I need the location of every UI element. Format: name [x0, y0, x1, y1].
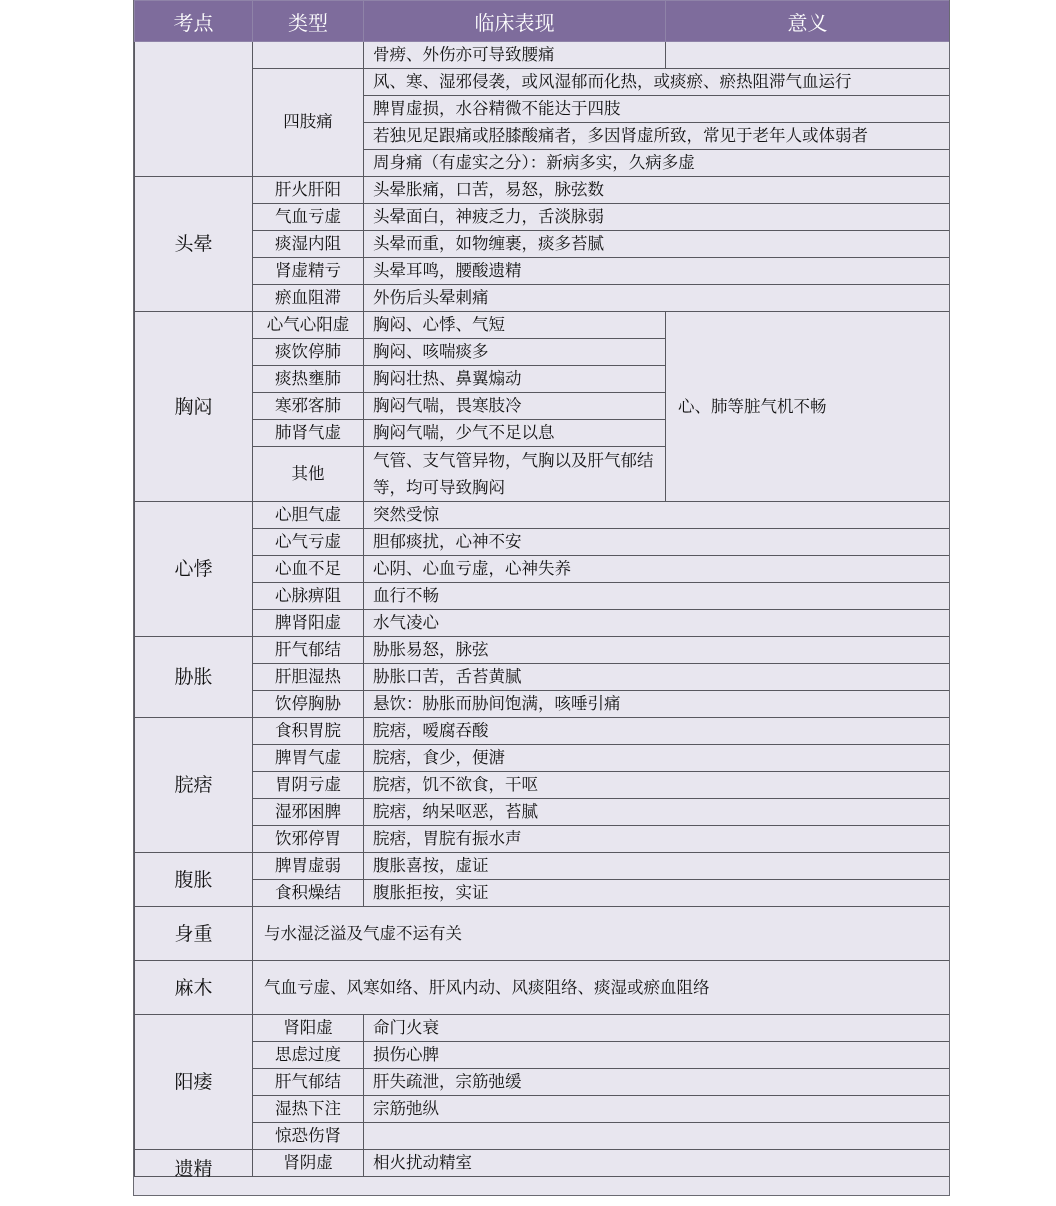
type-cell: 心气亏虚 [253, 529, 364, 556]
desc-cell: 头晕面白，神疲乏力，舌淡脉弱 [364, 204, 950, 231]
table-row [135, 258, 950, 285]
meaning-cell-empty [666, 42, 950, 69]
table-row [135, 853, 950, 880]
table-row [135, 718, 950, 745]
desc-cell: 周身痛（有虚实之分）：新病多实，久病多虚 [364, 150, 950, 177]
type-cell: 食积胃脘 [253, 718, 364, 745]
table-row [135, 312, 950, 339]
desc-cell: 胸闷气喘，畏寒肢冷 [364, 393, 666, 420]
type-cell: 痰饮停肺 [253, 339, 364, 366]
desc-cell: 胸闷气喘，少气不足以息 [364, 420, 666, 447]
category-cell: 胸闷 [135, 312, 253, 502]
desc-cell: 气管、支气管异物，气胸以及肝气郁结等，均可导致胸闷 [364, 447, 666, 502]
desc-cell: 胸闷、咳喘痰多 [364, 339, 666, 366]
type-cell: 心胆气虚 [253, 502, 364, 529]
desc-cell: 腹胀拒按，实证 [364, 880, 950, 907]
category-cell: 头晕 [135, 177, 253, 312]
category-cell: 遗精 [135, 1150, 253, 1177]
type-cell: 肾阳虚 [253, 1015, 364, 1042]
type-cell: 脾胃虚弱 [253, 853, 364, 880]
desc-cell: 命门火衰 [364, 1015, 950, 1042]
desc-cell: 相火扰动精室 [364, 1150, 950, 1177]
desc-cell: 腹胀喜按，虚证 [364, 853, 950, 880]
type-cell: 心脉痹阻 [253, 583, 364, 610]
desc-cell: 脘痞，食少，便溏 [364, 745, 950, 772]
category-cell: 脘痞 [135, 718, 253, 853]
type-cell: 心气心阳虚 [253, 312, 364, 339]
category-cell: 腹胀 [135, 853, 253, 907]
type-cell: 痰热壅肺 [253, 366, 364, 393]
table-row [135, 664, 950, 691]
desc-cell: 外伤后头晕刺痛 [364, 285, 950, 312]
table-row [135, 177, 950, 204]
type-cell: 寒邪客肺 [253, 393, 364, 420]
header-leixing: 类型 [253, 1, 364, 42]
desc-cell: 悬饮：胁胀而胁间饱满，咳唾引痛 [364, 691, 950, 718]
type-cell: 脾肾阳虚 [253, 610, 364, 637]
table-row [135, 772, 950, 799]
desc-cell [364, 1123, 950, 1150]
desc-cell: 水气凌心 [364, 610, 950, 637]
type-cell: 脾胃气虚 [253, 745, 364, 772]
desc-cell: 风、寒、湿邪侵袭，或风湿郁而化热，或痰瘀、瘀热阻滞气血运行 [364, 69, 950, 96]
table-row [135, 799, 950, 826]
desc-cell: 心阴、心血亏虚，心神失养 [364, 556, 950, 583]
header-biaoxian: 临床表现 [364, 1, 666, 42]
table-row [135, 529, 950, 556]
desc-cell: 骨痨、外伤亦可导致腰痛 [364, 42, 666, 69]
desc-cell: 胸闷、心悸、气短 [364, 312, 666, 339]
table-row [135, 1123, 950, 1150]
desc-cell: 胁胀易怒，脉弦 [364, 637, 950, 664]
type-cell: 瘀血阻滞 [253, 285, 364, 312]
table-row [135, 880, 950, 907]
table-row [135, 610, 950, 637]
meaning-cell: 心、肺等脏气机不畅 [666, 312, 950, 502]
table-row [135, 745, 950, 772]
table-row [135, 1042, 950, 1069]
table-row [135, 502, 950, 529]
desc-cell: 宗筋弛纵 [364, 1096, 950, 1123]
type-cell: 气血亏虚 [253, 204, 364, 231]
document-page [133, 0, 950, 1196]
type-cell: 食积燥结 [253, 880, 364, 907]
category-cell: 麻木 [135, 961, 253, 1015]
type-cell: 肺肾气虚 [253, 420, 364, 447]
desc-cell: 胆郁痰扰，心神不安 [364, 529, 950, 556]
desc-cell: 气血亏虚、风寒如络、肝风内动、风痰阻络、痰湿或瘀血阻络 [253, 961, 950, 1015]
desc-cell: 肝失疏泄，宗筋弛缓 [364, 1069, 950, 1096]
desc-cell: 与水湿泛溢及气虚不运有关 [253, 907, 950, 961]
type-cell: 思虑过度 [253, 1042, 364, 1069]
desc-cell: 血行不畅 [364, 583, 950, 610]
table-row [135, 907, 950, 961]
type-cell: 肝火肝阳 [253, 177, 364, 204]
desc-cell: 胸闷壮热、鼻翼煽动 [364, 366, 666, 393]
type-cell: 湿热下注 [253, 1096, 364, 1123]
category-cell-continued [135, 42, 253, 177]
type-cell: 四肢痛 [253, 69, 364, 177]
header-yiyi: 意义 [666, 1, 950, 42]
desc-cell: 头晕胀痛，口苦，易怒，脉弦数 [364, 177, 950, 204]
tcm-symptom-table [134, 0, 950, 1180]
type-cell: 饮停胸胁 [253, 691, 364, 718]
table-row [135, 204, 950, 231]
table-row [135, 69, 950, 96]
table-row [135, 556, 950, 583]
type-cell: 肝气郁结 [253, 637, 364, 664]
table-row [135, 1096, 950, 1123]
desc-cell: 脘痞，饥不欲食，干呕 [364, 772, 950, 799]
desc-cell: 头晕耳鸣，腰酸遗精 [364, 258, 950, 285]
table-row [135, 691, 950, 718]
type-cell: 湿邪困脾 [253, 799, 364, 826]
desc-cell: 突然受惊 [364, 502, 950, 529]
type-cell: 肾阴虚 [253, 1150, 364, 1177]
desc-cell: 脘痞，嗳腐吞酸 [364, 718, 950, 745]
desc-cell: 胁胀口苦，舌苔黄腻 [364, 664, 950, 691]
table-row [135, 42, 950, 69]
table-row [135, 826, 950, 853]
table-row [135, 961, 950, 1015]
desc-cell: 若独见足跟痛或胫膝酸痛者，多因肾虚所致，常见于老年人或体弱者 [364, 123, 950, 150]
table-row [135, 231, 950, 258]
desc-cell: 脘痞，纳呆呕恶，苔腻 [364, 799, 950, 826]
desc-cell: 损伤心脾 [364, 1042, 950, 1069]
category-cell: 身重 [135, 907, 253, 961]
table-row [135, 285, 950, 312]
header-row [135, 1, 950, 42]
type-cell-empty [253, 42, 364, 69]
type-cell: 心血不足 [253, 556, 364, 583]
table-row [135, 637, 950, 664]
category-cell: 阳痿 [135, 1015, 253, 1150]
desc-cell: 脘痞，胃脘有振水声 [364, 826, 950, 853]
type-cell: 其他 [253, 447, 364, 502]
table-row [135, 1015, 950, 1042]
type-cell: 肝胆湿热 [253, 664, 364, 691]
type-cell: 肾虚精亏 [253, 258, 364, 285]
table-row [135, 1150, 950, 1177]
type-cell: 痰湿内阻 [253, 231, 364, 258]
type-cell: 肝气郁结 [253, 1069, 364, 1096]
category-cell: 心悸 [135, 502, 253, 637]
type-cell: 胃阴亏虚 [253, 772, 364, 799]
category-cell: 胁胀 [135, 637, 253, 718]
desc-cell: 头晕而重，如物缠裹，痰多苔腻 [364, 231, 950, 258]
type-cell: 惊恐伤肾 [253, 1123, 364, 1150]
header-kaodian: 考点 [135, 1, 253, 42]
desc-cell: 脾胃虚损，水谷精微不能达于四肢 [364, 96, 950, 123]
table-row [135, 583, 950, 610]
table-row [135, 1069, 950, 1096]
type-cell: 饮邪停胃 [253, 826, 364, 853]
